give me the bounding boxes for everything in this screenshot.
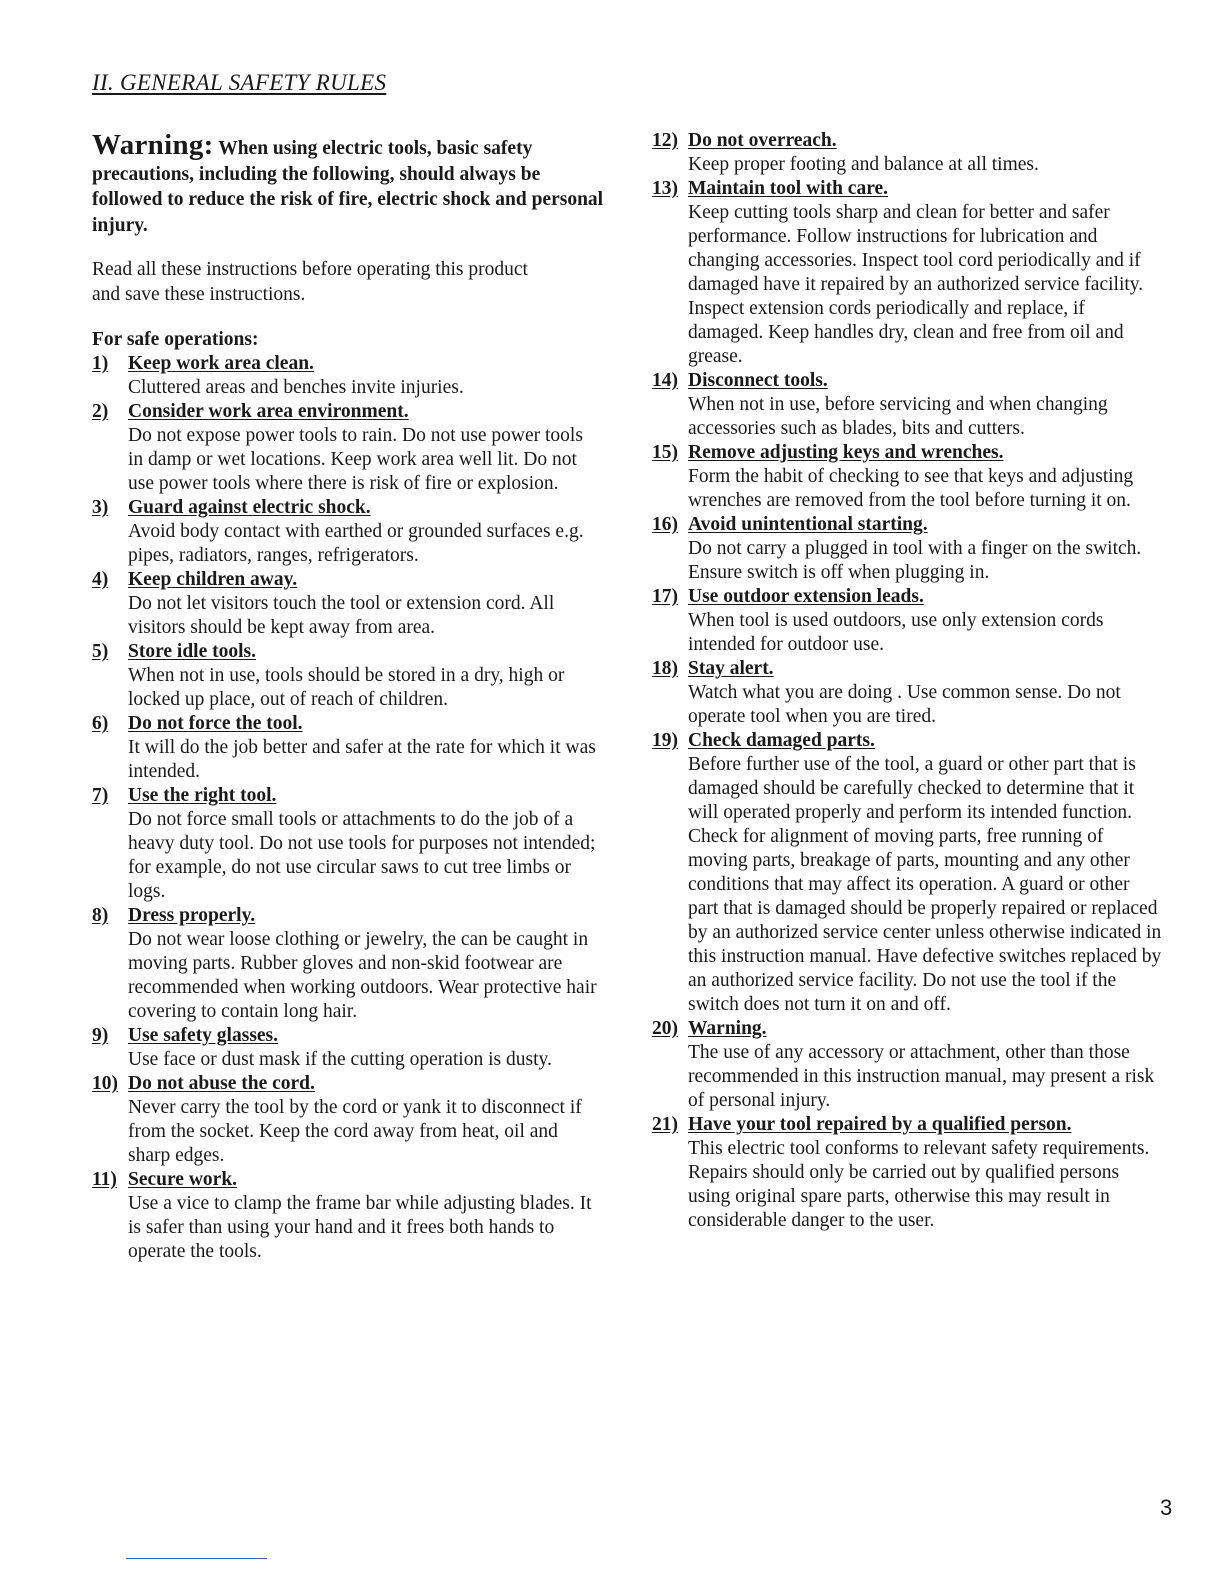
rule-heading [652,1113,1172,1137]
rule-title: Have your tool repaired by a qualified person. [688,1114,1072,1135]
rule-title: Avoid unintentional starting. [688,514,928,535]
rule-item [92,400,612,496]
rule-body: Do not wear loose clothing or jewelry, the can be caught in moving parts. Rubber gloves and non-skid footwear are recommended when working outdoors. Wear protective hair covering to contain long hair. [128,929,597,1022]
warning-block [92,129,612,238]
rule-number: 9) [92,1025,109,1046]
rule-title: Store idle tools. [128,641,257,662]
rule-number: 13) [652,178,678,199]
rule-item [92,568,612,640]
rule-heading [652,585,1172,609]
warning-label: Warning: [92,129,214,161]
rule-body: When tool is used outdoors, use only extension cords intended for outdoor use. [688,610,1104,655]
rule-title: Consider work area environment. [128,401,409,422]
rule-number: 6) [92,713,109,734]
rule-heading [92,784,612,808]
page-heading: II. GENERAL SAFETY RULES [92,70,387,95]
rule-heading [92,712,612,736]
rule-number: 11) [92,1169,117,1190]
rules-list-right [652,129,1172,1233]
rule-number: 18) [652,658,678,679]
rules-list-left [92,352,612,1264]
rule-item [92,712,612,784]
rule-heading [92,904,612,928]
rule-item [652,441,1172,513]
rule-number: 1) [92,353,109,374]
rule-item [92,496,612,568]
rule-item [92,352,612,400]
rule-heading [652,657,1172,681]
rule-body: Use a vice to clamp the frame bar while adjusting blades. It is safer than using your hand and it frees both hands to operate the tools. [128,1193,592,1262]
rule-heading [652,729,1172,753]
rule-body: Watch what you are doing . Use common sense. Do not operate tool when you are tired. [688,682,1121,727]
rule-heading [652,129,1172,153]
page-number: 3 [1160,1495,1173,1520]
intro-text: Read all these instructions before operating this product and save these instructions. [92,259,528,305]
rule-item [92,640,612,712]
rule-item [92,1024,612,1072]
rule-body: When not in use, tools should be stored in a dry, high or locked up place, out of reach of children. [128,665,565,710]
rule-item [652,1113,1172,1233]
rule-body: Do not carry a plugged in tool with a finger on the switch. Ensure switch is off when plugging in. [688,538,1142,583]
rule-body: Cluttered areas and benches invite injuries. [128,377,464,398]
rule-body: Use face or dust mask if the cutting operation is dusty. [128,1049,552,1070]
right-column [652,130,1172,1233]
rule-heading [652,369,1172,393]
rule-number: 14) [652,370,678,391]
left-column [92,129,612,1264]
rule-heading [92,640,612,664]
rule-title: Use the right tool. [128,785,277,806]
rule-heading [652,441,1172,465]
rule-title: Keep work area clean. [128,353,314,374]
rule-title: Secure work. [128,1169,238,1190]
rule-item [92,784,612,904]
rule-body: Never carry the tool by the cord or yank it to disconnect if from the socket. Keep the cord away from heat, oil and sharp edges. [128,1097,582,1166]
rule-heading [92,400,612,424]
rule-title: Do not overreach. [688,130,837,151]
rule-heading [92,1024,612,1048]
rule-body: Do not force small tools or attachments to do the job of a heavy duty tool. Do not use tools for purposes not intended; for example, do not use circular saws to cut tree limbs or logs. [128,809,596,902]
rule-number: 3) [92,497,109,518]
rule-item [652,369,1172,441]
rule-item [652,1017,1172,1113]
rule-title: Remove adjusting keys and wrenches. [688,442,1004,463]
rule-heading [652,177,1172,201]
rule-number: 19) [652,730,678,751]
rule-number: 12) [652,130,678,151]
rule-heading [92,1072,612,1096]
rule-body: Form the habit of checking to see that keys and adjusting wrenches are removed from the tool before turning it on. [688,466,1134,511]
rule-heading [652,1017,1172,1041]
rule-title: Dress properly. [128,905,256,926]
rule-heading [92,496,612,520]
rule-item [92,904,612,1024]
rule-item [92,1072,612,1168]
rule-body: This electric tool conforms to relevant safety requirements. Repairs should only be carried out by qualified persons using original spare parts, otherwise this may result in considerable danger to the user. [688,1138,1150,1231]
warning-text: When using electric tools, basic safety precautions, including the following, should always be followed to reduce the risk of fire, electric shock and personal injury. [92,138,604,236]
rule-number: 15) [652,442,678,463]
rule-title: Keep children away. [128,569,298,590]
rule-number: 17) [652,586,678,607]
rule-title: Warning. [688,1018,767,1039]
rule-number: 4) [92,569,109,590]
rule-title: Guard against electric shock. [128,497,371,518]
rule-body: Keep proper footing and balance at all times. [688,154,1039,175]
rule-title: Do not force the tool. [128,713,303,734]
footer-rule [126,1558,267,1559]
rule-body: Do not expose power tools to rain. Do not use power tools in damp or wet locations. Keep work area well lit. Do not use power tools where there is risk of fire or explosion. [128,425,583,494]
rule-title: Check damaged parts. [688,730,875,751]
rule-number: 20) [652,1018,678,1039]
rule-body: The use of any accessory or attachment, other than those recommended in this instruction manual, may present a risk of personal injury. [688,1042,1155,1111]
rule-title: Do not abuse the cord. [128,1073,315,1094]
rule-item [652,513,1172,585]
rule-number: 8) [92,905,109,926]
rule-title: Use safety glasses. [128,1025,279,1046]
rule-title: Maintain tool with care. [688,178,889,199]
rule-number: 16) [652,514,678,535]
rule-body: When not in use, before servicing and when changing accessories such as blades, bits and cutters. [688,394,1108,439]
rule-number: 2) [92,401,109,422]
rule-item [92,1168,612,1264]
rule-item [652,657,1172,729]
safe-operations-heading: For safe operations: [92,329,259,350]
rule-title: Use outdoor extension leads. [688,586,924,607]
rule-body: Do not let visitors touch the tool or extension cord. All visitors should be kept away from area. [128,593,555,638]
rule-number: 10) [92,1073,118,1094]
rule-body: Before further use of the tool, a guard or other part that is damaged should be carefully checked to determine that it will operated properly and perform its intended function. Check for alignment of moving parts, free running of moving parts, breakage of parts, mounting and any other conditions that may affect its operation. A guard or other part that is damaged should be properly repaired or replaced by an authorized service center unless otherwise indicated in this instruction manual. Have defective switches replaced by an authorized service facility. Do not use the tool if the switch does not turn it on and off. [688,754,1162,1015]
rule-number: 21) [652,1114,678,1135]
rule-title: Stay alert. [688,658,774,679]
rule-item [652,729,1172,1017]
rule-number: 7) [92,785,109,806]
rule-heading [92,568,612,592]
rule-heading [92,352,612,376]
rule-item [652,129,1172,177]
rule-item [652,585,1172,657]
rule-title: Disconnect tools. [688,370,828,391]
rule-body: Avoid body contact with earthed or grounded surfaces e.g. pipes, radiators, ranges, refrigerators. [128,521,584,566]
rule-heading [92,1168,612,1192]
rule-number: 5) [92,641,109,662]
rule-body: It will do the job better and safer at the rate for which it was intended. [128,737,596,782]
rule-item [652,177,1172,369]
rule-body: Keep cutting tools sharp and clean for better and safer performance. Follow instructions for lubrication and changing accessories. Inspect tool cord periodically and if damaged have it repaired by an authorized service facility. Inspect extension cords periodically and replace, if damaged. Keep handles dry, clean and free from oil and grease. [688,202,1144,367]
rule-heading [652,513,1172,537]
